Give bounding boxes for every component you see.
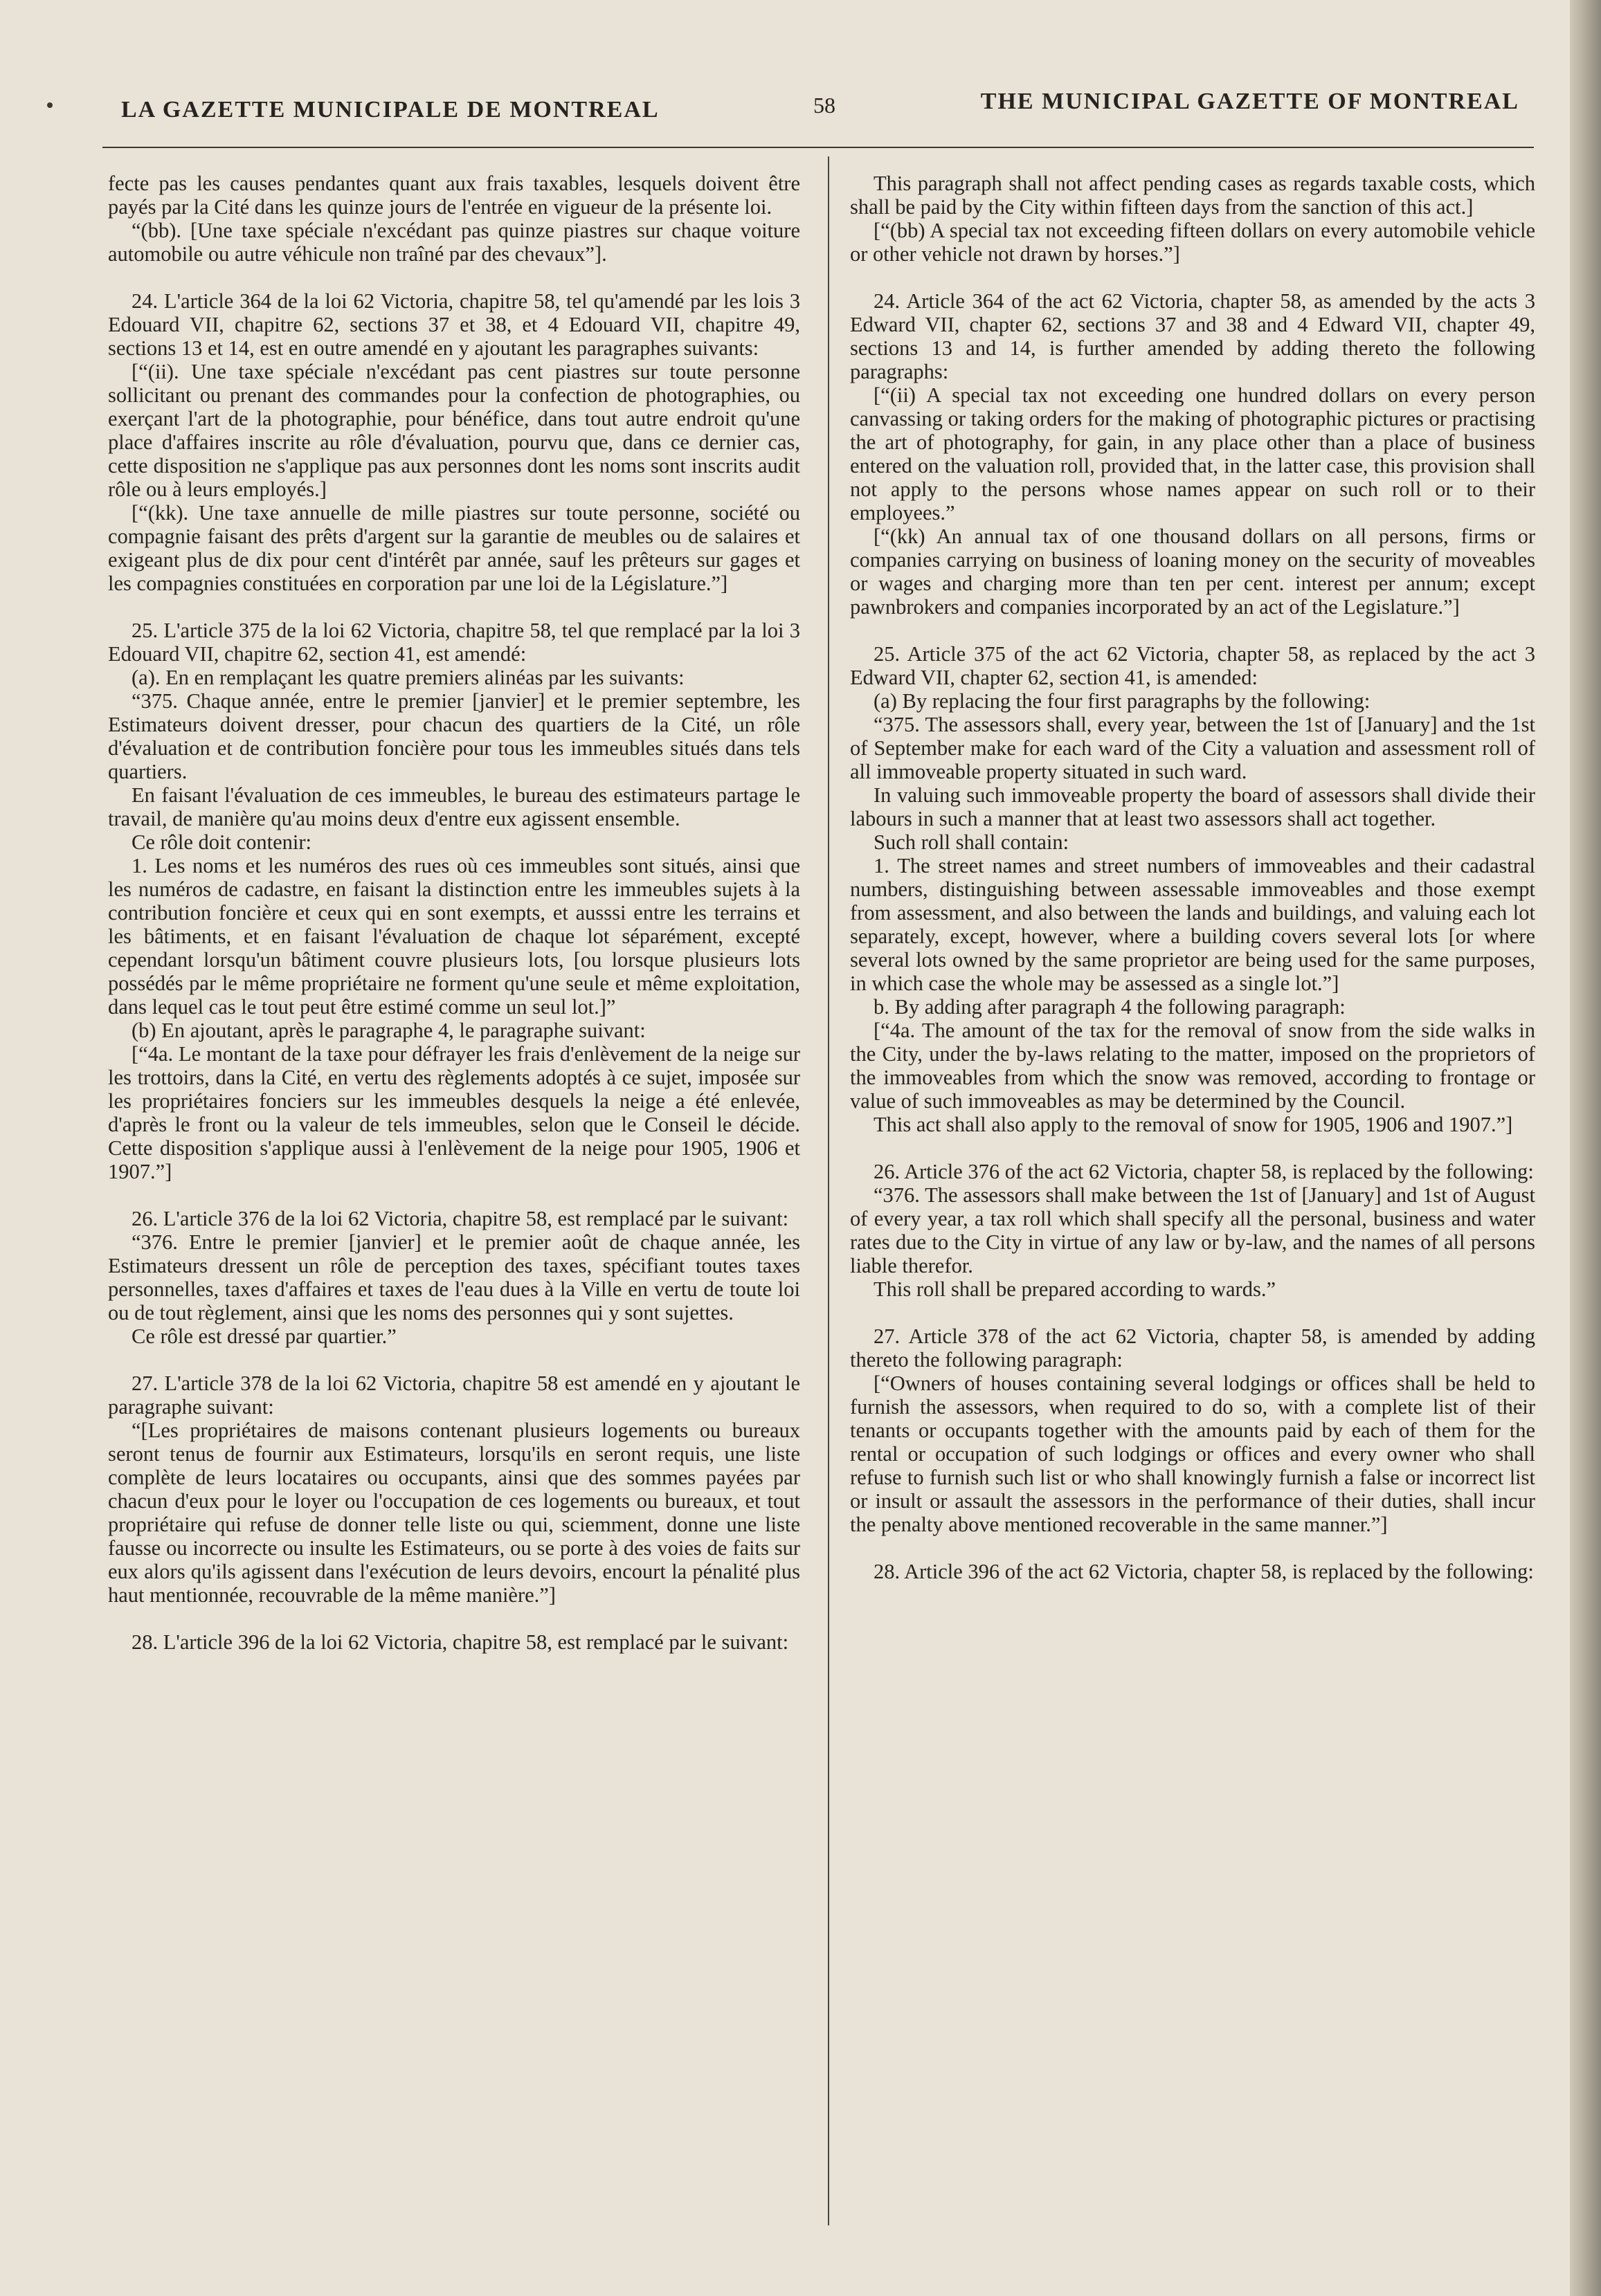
article-paragraph: 25. Article 375 of the act 62 Victoria, chapter 58, as replaced by the act 3 Edward VII, chapter 62, section 41, is amended: <box>850 642 1535 689</box>
article-paragraph: 27. L'article 378 de la loi 62 Victoria, chapitre 58 est amendé en y ajoutant le paragraphe suivant: <box>108 1372 800 1419</box>
text-paragraph: “376. Entre le premier [janvier] et le premier août de chaque année, les Estimateurs dressent un rôle de perception des taxes, spécifiant toutes taxes personnelles, taxes d'affaires et taxes de l'eau dues à la Ville en vertu de toute loi ou de tout règlement, ainsi que les noms des personnes qui y sont sujettes. <box>108 1230 800 1324</box>
article-paragraph: 28. Article 396 of the act 62 Victoria, chapter 58, is replaced by the following: <box>874 1560 1534 1583</box>
article-paragraph: 28. L'article 396 de la loi 62 Victoria, chapitre 58, est remplacé par le suivant: <box>132 1630 789 1654</box>
text-paragraph: Such roll shall contain: <box>874 830 1069 854</box>
text-paragraph: (a) By replacing the four first paragraphs by the following: <box>874 689 1371 713</box>
header-title-french: LA GAZETTE MUNICIPALE DE MONTREAL <box>121 97 660 122</box>
book-binding-edge <box>1570 0 1601 2296</box>
text-paragraph: [“4a. Le montant de la taxe pour défrayer les frais d'enlèvement de la neige sur les trottoirs, dans la Cité, en vertu des règlements adoptés à ce sujet, imposée sur les propriétaires fonciers sur les immeubles desquels la neige a été enlevée, d'après le front ou la valeur de tels immeubles, selon que le Conseil le décide. Cette disposition s'applique aussi à l'enlèvement de la neige pour 1905, 1906 et 1907.”] <box>108 1042 800 1183</box>
page-number: 58 <box>813 93 835 118</box>
english-column <box>850 172 1535 1583</box>
french-column <box>108 172 800 1654</box>
page-header <box>121 84 1519 133</box>
text-paragraph: “375. The assessors shall, every year, between the 1st of [January] and the 1st of September make for each ward of the City a valuation and assessment roll of all immoveable property situated in such ward. <box>850 713 1535 783</box>
text-paragraph: 1. The street names and street numbers of immoveables and their cadastral numbers, distinguishing between assessable immoveables and those exempt from assessment, and also between the lands and buildings, and valuing each lot separately, except, however, where a building covers several lots [or where several lots owned by the same proprietor are being used for the same purposes, in which case the whole may be assessed as a single lot.”] <box>850 854 1535 995</box>
text-paragraph: Ce rôle est dressé par quartier.” <box>132 1324 397 1348</box>
text-paragraph: 1. Les noms et les numéros des rues où ces immeubles sont situés, ainsi que les numéros de cadastre, en faisant la distinction entre les immeubles sujets à la contribution foncière et ceux qui en sont exempts, et ausssi entre les terrains et les bâtiments, et en faisant l'évaluation de chaque lot séparément, excepté cependant lorsqu'un bâtiment couvre plusieurs lots, [ou lorsque plusieurs lots possédés par le même propriétaire ne forment qu'une seule et même exploitation, dans lequel cas le tout peut être estimé comme un seul lot.]” <box>108 854 800 1019</box>
header-title-english: THE MUNICIPAL GAZETTE OF MONTREAL <box>980 89 1519 114</box>
text-paragraph: “375. Chaque année, entre le premier [janvier] et le premier septembre, les Estimateurs doivent dresser, pour chacun des quartiers de la Cité, un rôle d'évaluation et de contribution foncière pour tous les immeubles situés dans tels quartiers. <box>108 689 800 783</box>
article-paragraph: 26. L'article 376 de la loi 62 Victoria, chapitre 58, est remplacé par le suivant: <box>132 1207 789 1230</box>
text-paragraph: En faisant l'évaluation de ces immeubles, le bureau des estimateurs partage le travail, de manière qu'au moins deux d'entre eux agissent ensemble. <box>108 783 800 830</box>
text-paragraph: [“(ii) A special tax not exceeding one hundred dollars on every person canvassing or taking orders for the making of photographic pictures or practising the art of photography, for gain, in any place other than a place of business entered on the valuation roll, provided that, in the latter case, this provision shall not apply to the persons whose names appear on such roll or to their employees.” <box>850 383 1535 525</box>
article-paragraph: 24. L'article 364 de la loi 62 Victoria, chapitre 58, tel qu'amendé par les lois 3 Edouard VII, chapitre 62, sections 37 et 38, et 4 Edouard VII, chapitre 49, sections 13 et 14, est en outre amendé en y ajoutant les paragraphes suivants: <box>108 289 800 360</box>
text-paragraph: “(bb). [Une taxe spéciale n'excédant pas quinze piastres sur chaque voiture automobile ou autre véhicule non traîné par des chevaux”]. <box>108 219 800 266</box>
text-paragraph: fecte pas les causes pendantes quant aux frais taxables, lesquels doivent être payés par la Cité dans les quinze jours de l'entrée en vigueur de la présente loi. <box>108 172 800 219</box>
text-paragraph: This roll shall be prepared according to wards.” <box>874 1277 1276 1301</box>
text-paragraph: [“(kk) An annual tax of one thousand dollars on all persons, firms or companies carrying on business of loaning money on the security of moveables or wages and charging more than ten per cent. interest per annum; except pawnbrokers and companies incorporated by an act of the Legislature.”] <box>850 525 1535 619</box>
text-paragraph: This act shall also apply to the removal of snow for 1905, 1906 and 1907.”] <box>874 1113 1513 1136</box>
text-paragraph: [“(bb) A special tax not exceeding fifteen dollars on every automobile vehicle or other vehicle not drawn by horses.”] <box>850 219 1535 266</box>
column-divider <box>828 156 829 2225</box>
article-paragraph: 24. Article 364 of the act 62 Victoria, chapter 58, as amended by the acts 3 Edward VII, chapter 62, sections 37 and 38 and 4 Edward VII, chapter 49, sections 13 and 14, is further amended by adding thereto the following paragraphs: <box>850 289 1535 383</box>
text-paragraph: [“(kk). Une taxe annuelle de mille piastres sur toute personne, société ou compagnie faisant des prêts d'argent sur la garantie de meubles ou de salaires et exigeant plus de dix pour cent d'intérêt par année, sauf les prêteurs sur gages et les compagnies constituées en corporation par une loi de la Législature.”] <box>108 501 800 595</box>
text-paragraph: In valuing such immoveable property the board of assessors shall divide their labours in such a manner that at least two assessors shall act together. <box>850 783 1535 830</box>
text-paragraph: (a). En en remplaçant les quatre premiers alinéas par les suivants: <box>132 666 685 689</box>
article-paragraph: 26. Article 376 of the act 62 Victoria, chapter 58, is replaced by the following: <box>874 1160 1534 1183</box>
header-rule <box>102 147 1534 148</box>
text-paragraph: “376. The assessors shall make between the 1st of [January] and 1st of August of every year, a tax roll which shall specify all the personal, business and water rates due to the City in virtue of any law or by-law, and the names of all persons liable therefor. <box>850 1183 1535 1277</box>
text-paragraph: [“4a. The amount of the tax for the removal of snow from the side walks in the City, under the by-laws relating to the matter, imposed on the proprietors of the immoveables from which the snow was removed, according to frontage or value of such immoveables as may be determined by the Council. <box>850 1019 1535 1113</box>
text-paragraph: b. By adding after paragraph 4 the following paragraph: <box>874 995 1346 1019</box>
article-paragraph: 27. Article 378 of the act 62 Victoria, chapter 58, is amended by adding thereto the following paragraph: <box>850 1324 1535 1372</box>
article-paragraph: 25. L'article 375 de la loi 62 Victoria, chapitre 58, tel que remplacé par la loi 3 Edouard VII, chapitre 62, section 41, est amendé: <box>108 619 800 666</box>
scan-speck <box>47 102 53 108</box>
text-paragraph: “[Les propriétaires de maisons contenant plusieurs logements ou bureaux seront tenus de fournir aux Estimateurs, lorsqu'ils en seront requis, une liste complète de leurs locataires ou occupants, ainsi que des sommes payées par chacun d'eux pour le loyer ou l'occupation de ces logements ou bureaux, et tout propriétaire qui refuse de donner telle liste ou qui, sciemment, donne une liste fausse ou incorrecte ou insulte les Estimateurs, ou se porte à des voies de faits sur eux alors qu'ils agissent dans l'exécution de leurs devoirs, encourt la pénalité plus haut mentionnée, recouvrable de la même manière.”] <box>108 1419 800 1607</box>
text-paragraph: (b) En ajoutant, après le paragraphe 4, le paragraphe suivant: <box>132 1019 646 1042</box>
text-paragraph: Ce rôle doit contenir: <box>132 830 312 854</box>
text-paragraph: [“(ii). Une taxe spéciale n'excédant pas cent piastres sur toute personne sollicitant ou prenant des commandes pour la confection de photographies, ou exerçant l'art de la photographie, pour bénéfice, dans tout autre endroit qu'une place d'affaires inscrite au rôle d'évaluation, pourvu que, dans ce dernier cas, cette disposition ne s'applique pas aux personnes dont les noms sont inscrits audit rôle ou à leurs employés.] <box>108 360 800 501</box>
text-paragraph: [“Owners of houses containing several lodgings or offices shall be held to furnish the assessors, when required to do so, with a complete list of their tenants or occupants together with the amounts paid by each of them for the rental or occupation of such lodgings or offices and every owner who shall refuse to furnish such list or who shall knowingly furnish a false or incorrect list or insult or assault the assessors in the performance of their duties, shall incur the penalty above mentioned recoverable in the same manner.”] <box>850 1372 1535 1536</box>
text-paragraph: This paragraph shall not affect pending cases as regards taxable costs, which shall be paid by the City within fifteen days from the sanction of this act.] <box>850 172 1535 219</box>
